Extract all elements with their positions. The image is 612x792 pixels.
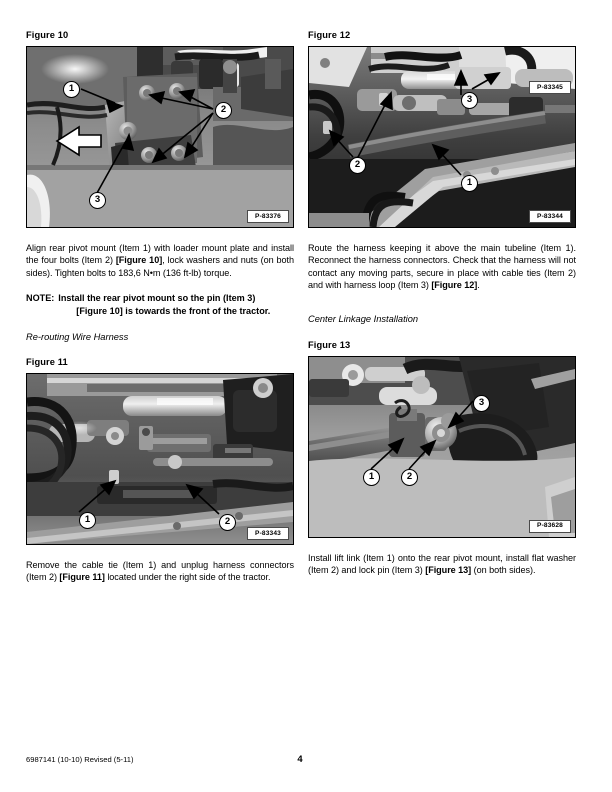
figure-12-callout-3: 3	[461, 92, 478, 109]
page-number: 4	[297, 753, 303, 764]
figure-10-photo-code: P-83376	[247, 210, 289, 223]
figure-13-callout-1: 1	[363, 469, 380, 486]
note-line-2: [Figure 10] is towards the front of the tractor.	[76, 305, 271, 316]
section-heading-re-routing: Re-routing Wire Harness	[26, 332, 129, 343]
figure-11-callout-1: 1	[79, 512, 96, 529]
note-body	[54, 292, 270, 317]
left-paragraph-1	[26, 242, 294, 279]
left-note	[26, 292, 294, 317]
section-heading-center-linkage: Center Linkage Installation	[308, 313, 419, 324]
figure-12-callout-2: 2	[349, 157, 366, 174]
figure-11-photo-code: P-83343	[247, 527, 289, 540]
left-p2-figure-ref: [Figure 11]	[59, 572, 105, 583]
left-column	[26, 30, 294, 584]
note-line-1: Install the rear pivot mount so the pin (Item 3)	[58, 293, 256, 304]
figure-10-callout-2: 2	[215, 102, 232, 119]
figure-12-photo-code-bottom: P-83344	[529, 210, 571, 223]
figure-12-photo	[309, 47, 575, 227]
left-p1-text-after: , lock washers and nuts (on both sides). Tighten bolts to 183,6 N•m (136 ft-lb) torque.	[26, 255, 294, 278]
figure-13-photo-code: P-83628	[529, 520, 571, 533]
right-p2-text-after: (on both sides).	[471, 565, 536, 576]
left-p1-figure-ref: [Figure 10]	[115, 255, 163, 266]
figure-12-image	[308, 46, 576, 228]
document-number: 6987141 (10-10) Revised (5-11)	[26, 755, 134, 764]
figure-10-image	[26, 46, 294, 228]
figure-10-callout-1: 1	[63, 81, 80, 98]
figure-10-callout-3: 3	[89, 192, 106, 209]
right-paragraph-1	[308, 242, 576, 292]
figure-12-title: Figure 12	[308, 30, 351, 40]
figure-12-photo-code-top: P-83345	[529, 81, 571, 94]
figure-11-photo	[27, 374, 293, 544]
figure-13-image	[308, 356, 576, 538]
figure-11-callout-2: 2	[219, 514, 236, 531]
figure-13-callout-3: 3	[473, 395, 490, 412]
left-paragraph-2	[26, 559, 294, 584]
right-p1-text-after: .	[477, 280, 480, 291]
figure-13-photo	[309, 357, 575, 537]
left-p2-text-after: located under the right side of the tractor.	[104, 572, 271, 583]
left-p2-text-before: Remove the cable tie (Item 1) and unplug harness connectors (Item 2)	[26, 560, 294, 583]
left-p1-text-before: Align rear pivot mount (Item 1) with loader mount plate and install the four bolts (Item 2)	[26, 243, 294, 266]
right-p1-figure-ref: [Figure 12]	[431, 280, 478, 291]
figure-13-title: Figure 13	[308, 339, 351, 350]
figure-13-callout-2: 2	[401, 469, 418, 486]
figure-10-photo	[27, 47, 293, 227]
figure-11-image	[26, 373, 294, 545]
figure-12-callout-1: 1	[461, 175, 478, 192]
figure-11-title: Figure 11	[26, 357, 68, 368]
right-p2-text-before: Install lift link (Item 1) onto the rear pivot mount, install flat washer (Item 2) and lock pin (Item 3)	[308, 552, 576, 576]
right-column	[308, 30, 576, 576]
right-p2-figure-ref: [Figure 13]	[425, 565, 472, 576]
right-paragraph-2	[308, 552, 576, 577]
right-p1-text-before: Route the harness keeping it above the main tubeline (Item 1). Reconnect the harness connectors. Check that the harness will not contact any moving parts, secure in place with cable ties (Item 2) and with harness loop (Item 3)	[308, 243, 576, 291]
figure-10-title: Figure 10	[26, 30, 69, 40]
note-label: NOTE:	[26, 293, 55, 304]
